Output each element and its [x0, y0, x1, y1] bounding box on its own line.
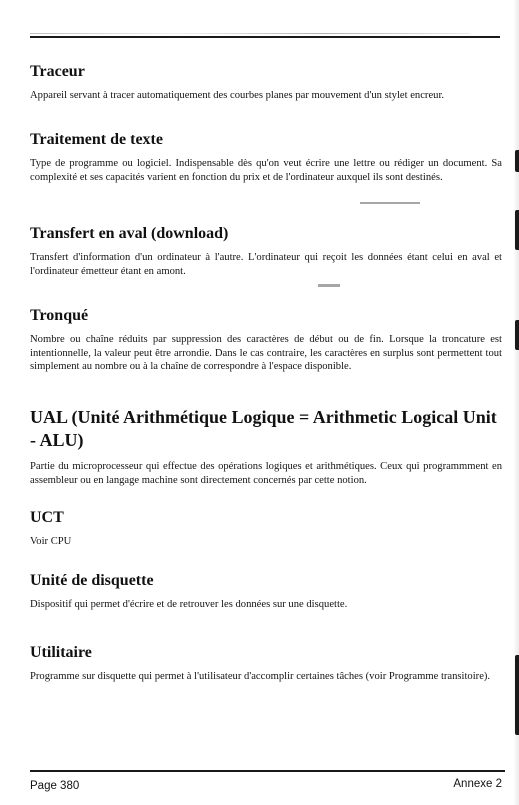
entry-definition: Voir CPU: [30, 536, 72, 547]
page-edge-mark: [515, 320, 519, 350]
header-rule-faint: [30, 33, 470, 34]
page-edge-mark: [515, 150, 519, 172]
glossary-entry: [30, 224, 502, 278]
scan-speck: [360, 202, 420, 204]
scan-speck: [318, 284, 340, 287]
entry-heading: Transfert en aval (download): [30, 225, 229, 242]
header-rule: [30, 36, 500, 38]
footer-rule: [30, 770, 505, 772]
glossary-entry: [30, 643, 502, 684]
entry-definition: Nombre ou chaîne réduits par suppression des caractères de début ou de fin. Lorsque la troncature est intentionnelle, la valeur peut être arrondie. Dans le cas contraire, les caractères en surplus sont permettent tout simplement au nombre ou à la chaîne de correspondre à l'espace disponible.: [30, 334, 502, 372]
entry-definition: Transfert d'information d'un ordinateur à l'autre. L'ordinateur qui reçoit les données étant celui en aval et l'ordinateur émetteur étant en amont.: [30, 252, 502, 277]
entry-heading: UAL (Unité Arithmétique Logique = Arithmetic Logical Unit - ALU): [30, 407, 497, 450]
glossary-entry: [30, 62, 502, 103]
entry-definition: Type de programme ou logiciel. Indispensable dès qu'on veut écrire une lettre ou rédiger un document. Sa complexité et ses capacités varient en fonction du prix et de l'ordinateur auxquel ils sont destinés.: [30, 158, 502, 183]
entry-heading: UCT: [30, 509, 64, 526]
glossary-entry: [30, 571, 502, 612]
entry-heading: Utilitaire: [30, 644, 92, 661]
entry-heading: Traitement de texte: [30, 131, 163, 148]
entry-definition: Programme sur disquette qui permet à l'utilisateur d'accomplir certaines tâches (voir Programme transitoire).: [30, 671, 491, 682]
page-number: Page 380: [30, 780, 80, 792]
page-edge-mark: [515, 210, 519, 250]
glossary-entry: [30, 306, 502, 374]
entry-heading: Tronqué: [30, 307, 89, 324]
entry-definition: Partie du microprocesseur qui effectue des opérations logiques et arithmétiques. Ceux qui programmment en assembleur ou en langage machine sont directement concernés par cette notion.: [30, 461, 502, 486]
glossary-entry: [30, 406, 502, 487]
glossary-entry: [30, 508, 502, 549]
entry-heading: Traceur: [30, 63, 85, 80]
page-edge-mark: [515, 655, 519, 735]
entry-definition: Dispositif qui permet d'écrire et de retrouver les données sur une disquette.: [30, 599, 348, 610]
section-label: Annexe 2: [453, 778, 502, 790]
entry-heading: Unité de disquette: [30, 572, 154, 589]
glossary-entry: [30, 130, 502, 184]
entry-definition: Appareil servant à tracer automatiquement des courbes planes par mouvement d'un stylet encreur.: [30, 90, 445, 101]
